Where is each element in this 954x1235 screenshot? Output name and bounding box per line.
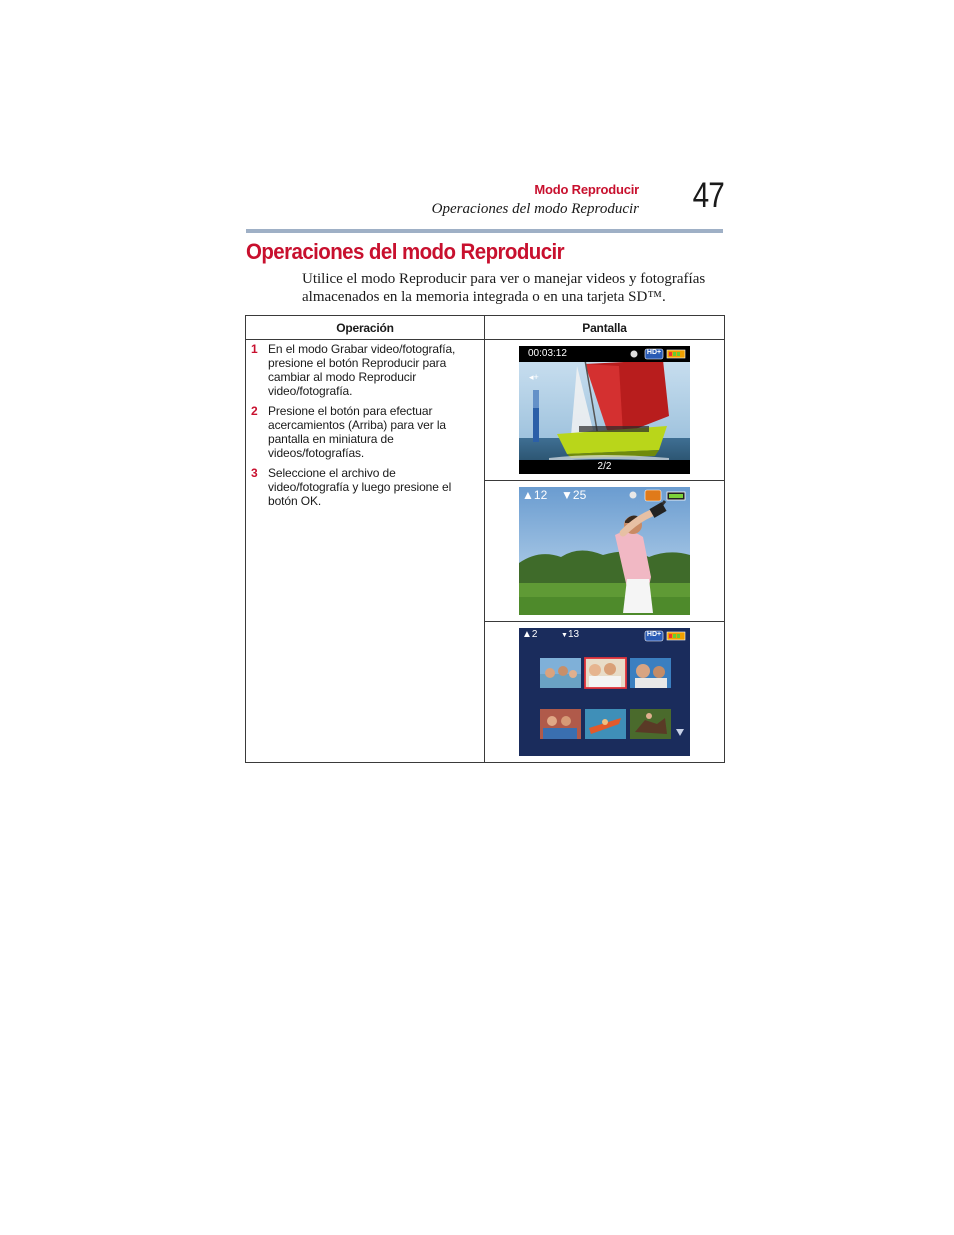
photo-playback-screen (519, 487, 690, 615)
volume-icon: ◂+ (529, 372, 539, 382)
step-item (251, 466, 476, 508)
hd-badge: HD+ (646, 349, 662, 356)
step-text: Seleccione el archivo de video/fotografía y luego presione el botón OK. (268, 466, 452, 508)
down-count-value: 25 (572, 488, 587, 502)
golfer-image (519, 487, 690, 615)
down-arrow-icon: ▼ (561, 632, 568, 639)
up-count (522, 488, 547, 502)
running-header-section: Modo Reproducir (534, 182, 639, 197)
file-counter: 2/2 (597, 461, 612, 472)
screen-cell-thumbnails (485, 622, 725, 763)
page-number: 47 (692, 176, 724, 215)
down-count (561, 488, 586, 502)
step-number: 1 (251, 342, 258, 356)
header-rule (246, 229, 723, 233)
recording-time: 00:03:12 (528, 348, 567, 359)
intro-paragraph: Utilice el modo Reproducir para ver o manejar videos y fotografías almacenados en la memoria integrada o en una tarjeta SD™. (302, 271, 706, 305)
up-arrow-icon: ▲ (522, 629, 532, 640)
step-text: En el modo Grabar video/fotografía, presione el botón Reproducir para cambiar al modo Reproducir video/fotografía. (268, 342, 456, 398)
up-count-value: 12 (533, 488, 548, 502)
down-count-value: 13 (567, 629, 580, 640)
down-arrow-icon: ▼ (561, 488, 573, 502)
thumbnail[interactable] (630, 658, 671, 688)
operations-table (245, 315, 725, 763)
column-header-operation: Operación (246, 316, 485, 340)
thumbnail-grid (519, 628, 690, 756)
up-count-value: 2 (531, 629, 538, 640)
screen-cell-photo (485, 481, 725, 622)
column-header-display: Pantalla (485, 316, 725, 340)
running-header-subsection: Operaciones del modo Reproducir (431, 201, 639, 217)
section-title: Operaciones del modo Reproducir (246, 239, 565, 264)
up-count (522, 629, 537, 640)
thumbnail[interactable] (630, 709, 671, 739)
step-number: 3 (251, 466, 258, 480)
steps-list (246, 340, 484, 508)
screen-cell-video (485, 340, 725, 481)
down-count (561, 629, 579, 640)
step-item (251, 404, 476, 460)
hd-badge: HD+ (646, 631, 662, 638)
thumbnail[interactable] (540, 709, 581, 739)
steps-cell (246, 340, 485, 763)
step-number: 2 (251, 404, 258, 418)
thumbnail-selected[interactable] (585, 658, 626, 688)
thumbnail[interactable] (540, 658, 581, 688)
step-item (251, 342, 476, 398)
video-playback-screen (519, 346, 690, 474)
up-arrow-icon: ▲ (522, 488, 534, 502)
thumbnail[interactable] (585, 709, 626, 739)
thumbnail-screen (519, 628, 690, 756)
step-text: Presione el botón para efectuar acercamientos (Arriba) para ver la pantalla en miniatura de videos/fotografías. (268, 404, 447, 460)
sailboat-image (519, 346, 690, 474)
